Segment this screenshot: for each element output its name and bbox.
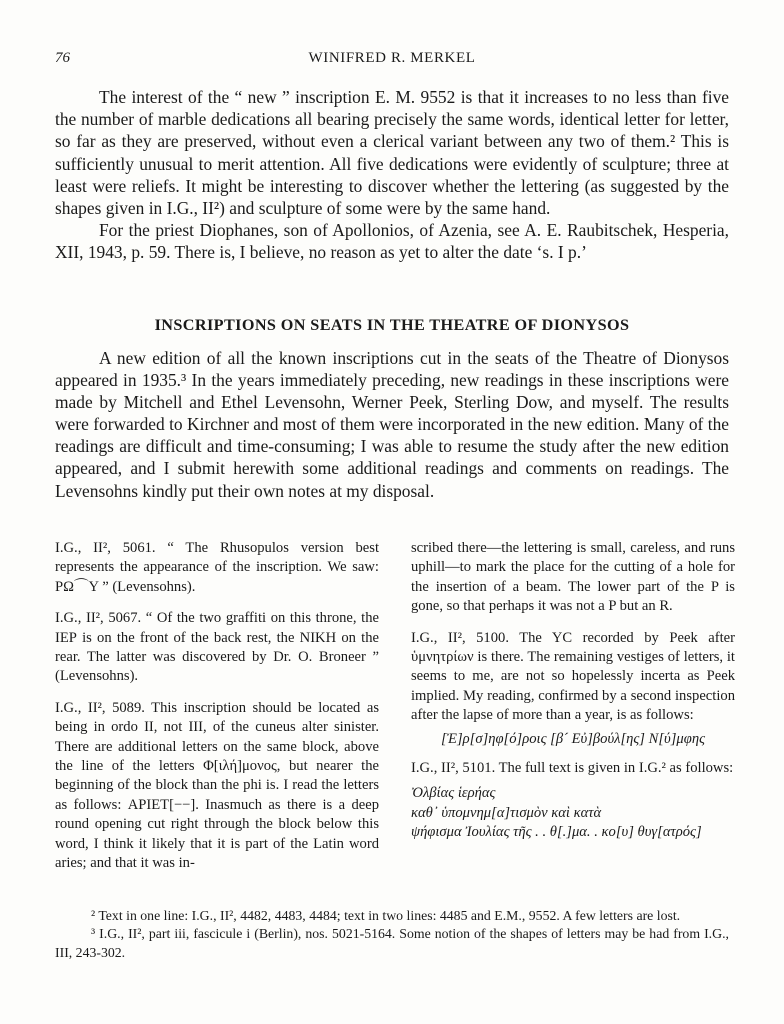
entry-5100: I.G., II², 5100. The YC recorded by Peek after ὑμνητρίων is there. The remaining vestiges of letters, it seems to me, are not so hopelessly incerta as Peek implied. My reading, confirmed by a second inspection after the lapse of more than a year, is as follows:	[411, 629, 735, 724]
footnote-3: ³ I.G., II², part iii, fascicule i (Berlin), nos. 5021-5164. Some notion of the shapes of letters may be had from I.G., III, 243-302.	[55, 926, 729, 960]
entry-5101-text	[411, 784, 735, 842]
page-header	[55, 50, 729, 72]
intro-paragraph-1: The interest of the “ new ” inscription E. M. 9552 is that it increases to no less than five the number of marble dedications all bearing precisely the same words, identical letter for letter, so far as they are preserved, without even a clerical variant between any two of them.² This is sufficiently unusual to merit attention. All five dedications were evidently of sculpture; three at least were reliefs. It might be interesting to discover whether the lettering (as suggested by the shapes given in I.G., II²) and sculpture of some were by the same hand.	[55, 87, 729, 219]
entry-5061: I.G., II², 5061. “ The Rhusopulos version best represents the appearance of the inscription. We saw: ΡΩ⌒Υ ” (Levensohns).	[55, 540, 379, 595]
footnote-2: ² Text in one line: I.G., II², 4482, 4483, 4484; text in two lines: 4485 and E.M., 9552. A few letters are lost.	[91, 908, 681, 923]
greek-text-line: ψήφισμα Ἰουλίας τῆς . . θ[.]μα. . κο[υ] θυγ[ατρός]	[411, 824, 702, 841]
page-number: 76	[55, 50, 70, 66]
entry-5089-continued: scribed there—the lettering is small, careless, and runs uphill—to mark the place for the cutting of a hole for the insertion of a beam. The lower part of the P is gone, so that perhaps it was not a P but an R.	[411, 540, 735, 615]
section-body: A new edition of all the known inscriptions cut in the seats of the Theatre of Dionysos appeared in 1935.³ In the years immediately preceding, new readings in these inscriptions were made by Mitchell and Ethel Levensohn, Werner Peek, Sterling Dow, and myself. The results were forwarded to Kirchner and most of them were incorporated in the new edition. Many of the readings are difficult and time-consuming; I was able to resume the study after the new edition appeared, and I submit herewith some additional readings and comments on readings. The Levensohns kindly put their own notes at my disposal.	[55, 348, 729, 501]
left-column	[55, 539, 379, 886]
entry-5089: I.G., II², 5089. This inscription should be located as being in ordo II, not III, of the cuneus alter sinister. There are additional letters on the same block, above the line of the letters Φ[ιλή]μονος, but nearer the beginning of the block than the phi is. I read the letters as follows: ΑΡΙΕΤ[−−]. Inasmuch as there is a deep round opening cut right through the block below this word, I think it likely that it is part of the Latin word aries; and that it was in-	[55, 699, 379, 872]
running-title: WINIFRED R. MERKEL	[308, 50, 476, 66]
section-title: INSCRIPTIONS ON SEATS IN THE THEATRE OF DIONYSOS	[154, 316, 630, 334]
intro-section	[55, 86, 729, 264]
entry-5067: I.G., II², 5067. “ Of the two graffiti on this throne, the ΙΕΡ is on the front of the back rest, the ΝΙΚΗ on the rear. The latter was discovered by Dr. O. Broneer ” (Levensohns).	[55, 610, 379, 685]
greek-text-line: καθ᾽ ὑπομνημ[α]τισμὸν καὶ κατὰ	[411, 804, 602, 821]
footnotes	[55, 907, 729, 962]
entry-5101: I.G., II², 5101. The full text is given in I.G.² as follows:	[411, 760, 734, 777]
intro-paragraph-2: For the priest Diophanes, son of Apollonios, of Azenia, see A. E. Raubitschek, Hesperia, XII, 1943, p. 59. There is, I believe, no reason as yet to alter the date ‘s. I p.’	[55, 220, 729, 263]
entry-5100-reading: [Ἐ]ρ[σ]ηφ[ό]ροις [β´ Εὐ]βούλ[ης] Ν[ύ]μφης	[440, 730, 705, 747]
right-column	[411, 539, 735, 843]
greek-text-line: Ὀλβίας ἱερήας	[411, 785, 496, 802]
